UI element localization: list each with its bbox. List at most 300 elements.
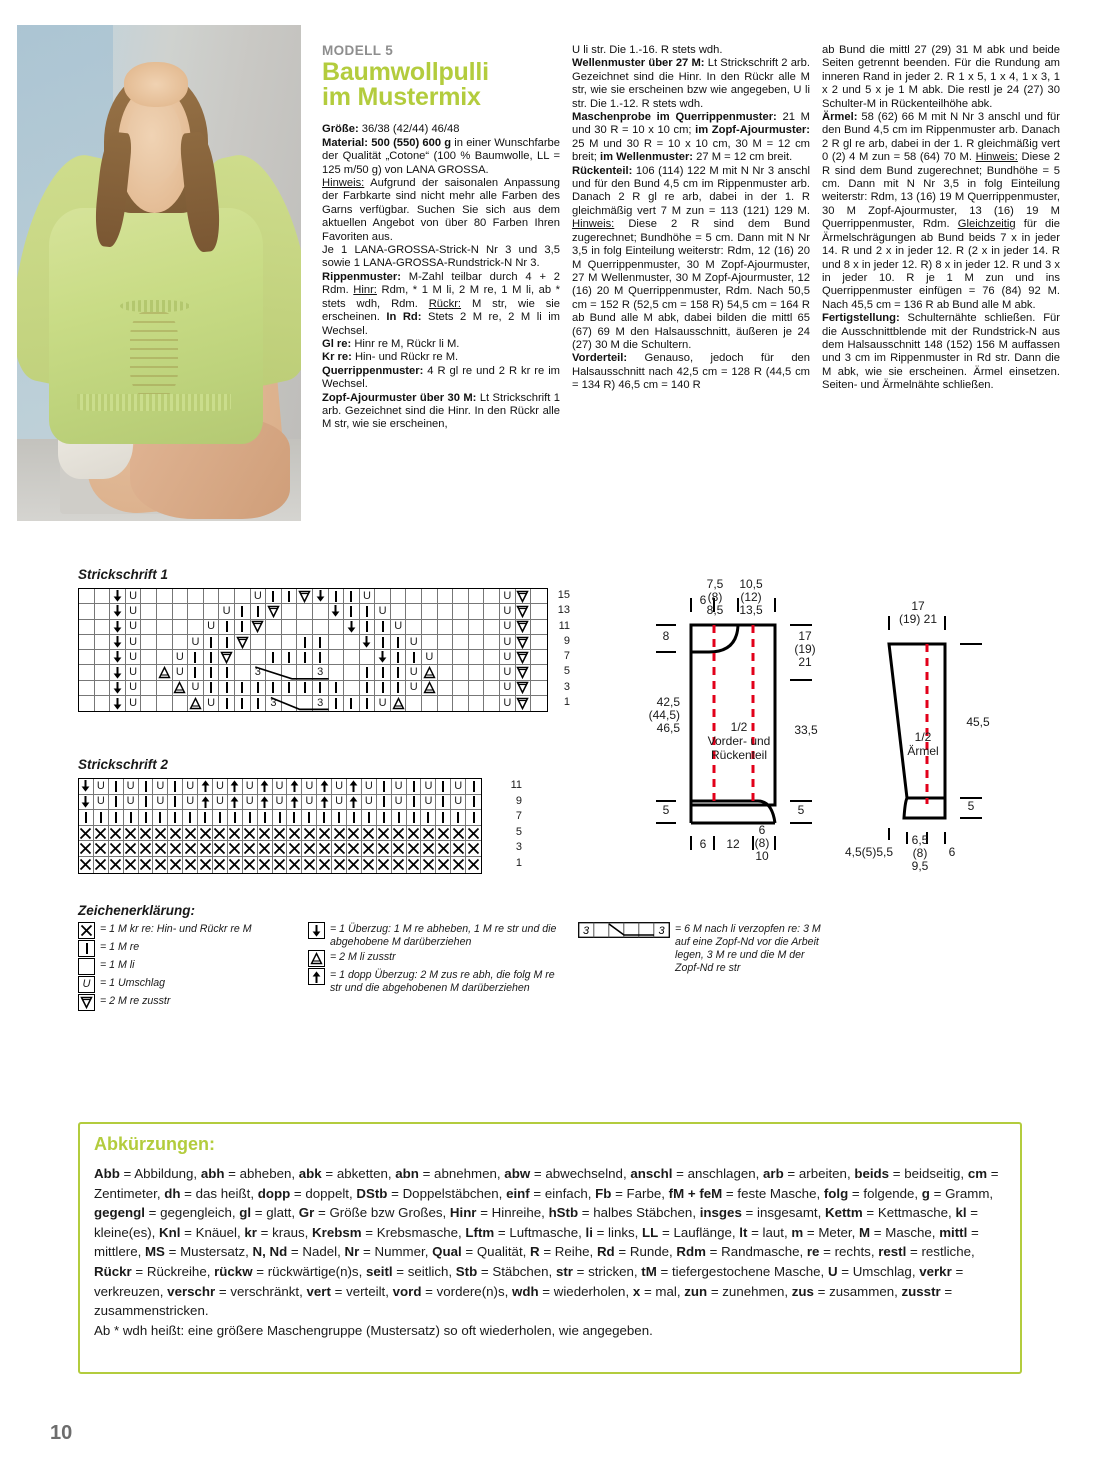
knit-stitch-icon	[411, 795, 417, 808]
chart-cell	[362, 810, 377, 826]
chart-cell	[94, 857, 109, 873]
sleeve-bot-right: 6	[948, 845, 956, 859]
knit-stitch-icon	[208, 636, 214, 649]
chart-cell	[94, 826, 109, 842]
chart-cell	[141, 650, 157, 665]
yarn-over-icon: U	[129, 650, 138, 663]
paragraph: Material: 500 (550) 600 g in einer Wunschfarbe der Qualität „Cotone“ (100 % Baumwolle, LL = 125 m/50 g) von LANA GROSSA.	[322, 136, 560, 176]
yarn-over-icon: U	[364, 779, 373, 792]
chart-cell	[139, 795, 154, 811]
chart-cell	[531, 620, 547, 635]
chart-row-number: 3	[515, 841, 522, 854]
chart-cell	[484, 650, 500, 665]
chart-cell	[79, 841, 94, 857]
yarn-over-icon: U	[96, 795, 105, 808]
chart-cell	[183, 841, 198, 857]
legend-symbol	[78, 940, 95, 957]
knit-twisted-icon	[124, 827, 137, 840]
chart-cell	[258, 795, 273, 811]
legend-row	[78, 940, 293, 957]
knit-stitch-icon	[380, 681, 386, 694]
knit-stitch-icon	[262, 811, 268, 824]
title-line-1: Baumwollpulli	[322, 58, 489, 87]
chart-cell	[173, 635, 189, 650]
legend-symbol	[308, 968, 325, 985]
knit-twisted-icon	[303, 842, 316, 855]
knit-twisted-icon	[258, 842, 271, 855]
yarn-over-icon: U	[503, 635, 512, 648]
knit-twisted-icon	[318, 858, 331, 871]
chart-cell	[141, 620, 157, 635]
chart-cell	[375, 604, 391, 619]
legend-row	[308, 968, 558, 995]
chart-cell	[251, 635, 267, 650]
knit-stitch-icon	[364, 620, 370, 633]
chart-cell	[266, 665, 282, 680]
yarn-over-icon: U	[129, 666, 138, 679]
chart-cell	[516, 665, 532, 680]
slip-pass-over-icon	[315, 589, 326, 603]
paragraph: Kr re: Hin- und Rückr re M.	[322, 351, 459, 364]
chart-cell	[109, 810, 124, 826]
chart-cell	[451, 810, 466, 826]
legend-text: = 1 M re	[100, 941, 140, 953]
chart-cell	[422, 635, 438, 650]
chart-cell	[168, 795, 183, 811]
chart-cell	[213, 841, 228, 857]
chart-cell	[243, 826, 258, 842]
knit-stitch-icon	[364, 605, 370, 618]
paragraph: Vorderteil: Genauso, jedoch für den Halsausschnitt nach 42,5 cm = 128 R (44,5 cm = 134 R) 46,5 cm = 140 R	[572, 352, 810, 392]
chart-cell	[219, 589, 235, 604]
knit-stitch-icon	[380, 620, 386, 633]
slip-pass-over-icon	[361, 635, 372, 649]
sleeve-band: 5	[967, 799, 975, 813]
chart-cell	[302, 841, 317, 857]
knit-twisted-icon	[407, 842, 420, 855]
chart-cell	[273, 810, 288, 826]
chart-cell	[79, 795, 94, 811]
knit-stitch-icon	[255, 681, 261, 694]
yarn-over-icon: U	[335, 779, 344, 792]
knit-stitch-icon	[440, 795, 446, 808]
chart-cell	[297, 681, 313, 696]
schematic-sleeve	[842, 588, 1057, 888]
chart-cell	[377, 795, 392, 811]
chart-cell	[313, 635, 329, 650]
chart-cell	[204, 650, 220, 665]
body-side-length: 33,5	[794, 723, 818, 737]
yarn-over-icon: U	[425, 650, 434, 663]
sleeve-bot-c2: (8)	[912, 846, 928, 860]
chart-cell	[188, 681, 204, 696]
title-line-2: im Mustermix	[322, 83, 481, 112]
chart-cell	[126, 665, 142, 680]
chart-cell	[360, 681, 376, 696]
yarn-over-icon: U	[126, 779, 135, 792]
chart-cell	[451, 841, 466, 857]
knit-twisted-icon	[228, 842, 241, 855]
chart-cell	[407, 779, 422, 795]
chart-cell	[235, 620, 251, 635]
chart-cell	[287, 779, 302, 795]
knit-twisted-icon	[199, 842, 212, 855]
chart-cell	[421, 810, 436, 826]
chart-cell	[235, 604, 251, 619]
knit-stitch-icon	[302, 681, 308, 694]
chart-cell	[258, 826, 273, 842]
chart-cell	[302, 857, 317, 873]
legend-text: = 2 M re zusstr	[100, 995, 171, 1007]
body-top-b1: 10,5	[739, 577, 763, 591]
knit-stitch-icon	[364, 681, 370, 694]
yarn-over-icon: U	[207, 620, 216, 633]
chart-cell	[375, 650, 391, 665]
knit-twisted-icon	[347, 827, 360, 840]
chart-cell	[126, 650, 142, 665]
knit-stitch-icon	[208, 666, 214, 679]
yarn-over-icon: U	[305, 779, 314, 792]
chart-cell	[392, 857, 407, 873]
knit-twisted-icon	[109, 842, 122, 855]
chart-cell	[282, 650, 298, 665]
yarn-over-icon: U	[394, 620, 403, 633]
knit-twisted-icon	[422, 827, 435, 840]
chart-cell	[391, 665, 407, 680]
knit-stitch-icon	[411, 780, 417, 793]
chart-cell	[141, 665, 157, 680]
chart-cell	[157, 620, 173, 635]
chart-cell	[362, 826, 377, 842]
body-band-left: 5	[662, 803, 670, 817]
knit-twisted-icon	[437, 827, 450, 840]
chart-cell	[79, 635, 95, 650]
slip-pass-over-icon	[80, 779, 91, 793]
knit-twisted-icon	[273, 827, 286, 840]
yarn-over-icon: U	[245, 795, 254, 808]
chart-cell	[266, 604, 282, 619]
chart-cell	[243, 779, 258, 795]
knit-stitch-icon	[224, 697, 230, 710]
knit-twisted-icon	[407, 858, 420, 871]
chart-cell	[469, 604, 485, 619]
slip-pass-over-icon	[80, 795, 91, 809]
knit-stitch-icon	[381, 795, 387, 808]
chart-cell	[436, 810, 451, 826]
chart-cell	[391, 620, 407, 635]
knit-stitch-icon	[247, 811, 253, 824]
abbreviations-body: Abb = Abbildung, abh = abheben, abk = abketten, abn = abnehmen, abw = abwechselnd, anschl = anschlagen, arb = arbeiten, beids = beidseitig, cm = Zentimeter, dh = das heißt, dopp = doppelt, DStb = Doppelstäbchen, einf = einfach, Fb = Farbe, fM + feM = feste Masche, folg = folgende, g = Gramm, gegengl = gegengleich, gl = glatt, Gr = Größe bzw Großes, Hinr = Hinreihe, hStb = halbes Stäbchen, insges = insgesamt, Kettm = Kettmasche, kl = kleine(es), Knl = Knäuel, kr = kraus, Krebsm = Krebsmasche, Lftm = Luftmasche, li = links, LL = Lauflänge, lt = laut, m = Meter, M = Masche, mittl = mittlere, MS = Mustersatz, N, Nd = Nadel, Nr = Nummer, Qual = Qualität, R = Reihe, Rd = Runde, Rdm = Randmasche, re = rechts, restl = restliche, Rückr = Rückreihe, rückw = rückwärtige(n)s, seitl = seitlich, Stb = Stäbchen, str = stricken, tM = tiefergestochene Masche, U = Umschlag, verkr = verkreuzen, verschr = verschränkt, vert = verteilt, vord = vordere(n)s, wdh = wiederholen, x = mal, zun = zunehmen, zus = zusammen, zusstr = zusammenstricken. Ab * wdh heißt: eine größere Maschengruppe (Mustersatz) so oft wiederholen, wie angegeben.	[94, 1166, 999, 1338]
knit-stitch-icon	[239, 605, 245, 618]
chart-cell	[453, 681, 469, 696]
chart-cell	[453, 650, 469, 665]
chart-cell	[451, 857, 466, 873]
chart-cell	[453, 696, 469, 711]
chart-cell	[375, 589, 391, 604]
knit-twisted-icon	[94, 842, 107, 855]
double-decrease-icon	[311, 970, 322, 984]
chart-cell	[329, 681, 345, 696]
chart-cell	[466, 826, 481, 842]
chart-cell	[516, 589, 532, 604]
chart-cell	[317, 841, 332, 857]
slip-pass-over-icon	[112, 681, 123, 695]
chart-cell	[282, 635, 298, 650]
legend-column-right	[578, 922, 828, 976]
chart-cell	[438, 604, 454, 619]
chart-cell	[375, 696, 391, 711]
chart-cell	[344, 604, 360, 619]
chart-cell	[375, 635, 391, 650]
yarn-over-icon: U	[335, 795, 344, 808]
chart-cell	[266, 650, 282, 665]
chart-cell	[516, 635, 532, 650]
chart-cell	[406, 650, 422, 665]
chart-cell	[228, 810, 243, 826]
chart-cell	[406, 589, 422, 604]
chart-cell	[317, 795, 332, 811]
chart-cell	[406, 635, 422, 650]
knit-twisted-icon	[184, 842, 197, 855]
chart-cell	[332, 841, 347, 857]
chart-cell	[347, 841, 362, 857]
chart-cell	[466, 779, 481, 795]
knit-twisted-icon	[362, 858, 375, 871]
chart-cell	[109, 779, 124, 795]
yarn-over-icon: U	[186, 779, 195, 792]
chart-cell	[228, 841, 243, 857]
chart-cell	[407, 841, 422, 857]
chart-cell	[282, 589, 298, 604]
chart-cell	[109, 795, 124, 811]
chart-cell	[188, 696, 204, 711]
legend-symbol	[78, 976, 95, 993]
yarn-over-icon: U	[82, 978, 91, 990]
chart-cell	[183, 779, 198, 795]
cable-number-icon: 3	[270, 697, 277, 710]
chart-cell	[219, 604, 235, 619]
chart-cell	[500, 635, 516, 650]
legend-column-left	[78, 922, 293, 1012]
chart-cell	[266, 620, 282, 635]
knit-stitch-icon	[270, 590, 276, 603]
legend-text: = 2 M li zusstr	[330, 951, 396, 963]
knit-stitch-icon	[84, 942, 90, 955]
chart-cell	[392, 826, 407, 842]
legend-row	[78, 922, 293, 939]
chart-cell	[391, 604, 407, 619]
chart-cell	[258, 810, 273, 826]
chart-cell	[421, 841, 436, 857]
knit-twisted-icon	[109, 858, 122, 871]
paragraph: Größe: 36/38 (42/44) 46/48	[322, 123, 460, 136]
chart-cell	[344, 681, 360, 696]
yarn-over-icon: U	[175, 650, 184, 663]
chart-cell	[157, 650, 173, 665]
knit-twisted-icon	[467, 842, 480, 855]
chart-cell	[219, 635, 235, 650]
knit-stitch-icon	[395, 651, 401, 664]
chart-cell	[168, 810, 183, 826]
knit-twisted-icon	[333, 827, 346, 840]
knit-stitch-icon	[333, 681, 339, 694]
chart-cell	[375, 681, 391, 696]
knit-twisted-icon	[362, 827, 375, 840]
chart-cell	[95, 681, 111, 696]
body-neck-depth: 8	[662, 629, 670, 643]
knit-stitch-icon	[380, 636, 386, 649]
chart-cell	[213, 857, 228, 873]
chart-cell	[219, 620, 235, 635]
chart-cell	[168, 841, 183, 857]
chart-cell	[297, 620, 313, 635]
yarn-over-icon: U	[363, 589, 371, 602]
chart-cell	[313, 681, 329, 696]
chart-cell	[453, 620, 469, 635]
chart-cell	[273, 779, 288, 795]
knit-twisted-icon	[303, 827, 316, 840]
chart-cell	[198, 826, 213, 842]
chart-cell	[243, 841, 258, 857]
knit-twisted-icon	[362, 842, 375, 855]
legend-symbol	[78, 958, 95, 975]
chart-cell	[243, 857, 258, 873]
knit2tog-icon	[516, 590, 529, 603]
chart-cell	[375, 620, 391, 635]
chart-cell	[297, 589, 313, 604]
text-column-2	[572, 44, 810, 393]
knit-stitch-icon	[286, 681, 292, 694]
paragraph: ab Bund die mittl 27 (29) 31 M abk und beide Seiten getrennt beenden. Für die Rundung am inneren Rand in jeder 2. R 1 x 5, 1 x 4, 1 x 3, 1 x 2 und 5 x je 1 M abk. Die restl je 24 (27) 30 Schulter-M in Rückenteilhöhe abk.	[822, 44, 1060, 110]
slip-pass-over-icon	[377, 650, 388, 664]
knit-stitch-icon	[113, 780, 119, 793]
knit-twisted-icon	[377, 842, 390, 855]
knit-stitch-icon	[471, 780, 477, 793]
chart-cell	[183, 795, 198, 811]
yarn-over-icon: U	[378, 604, 387, 617]
body-bot-6: 6	[699, 837, 707, 851]
chart-cell	[516, 681, 532, 696]
chart-cell	[219, 650, 235, 665]
chart-cell	[531, 589, 547, 604]
chart-cell	[329, 696, 345, 711]
knit-stitch-icon	[143, 780, 149, 793]
chart-cell	[451, 795, 466, 811]
chart-cell	[110, 589, 126, 604]
chart-cell	[531, 665, 547, 680]
chart-cell	[484, 681, 500, 696]
knit-stitch-icon	[336, 811, 342, 824]
chart-cell	[287, 810, 302, 826]
chart-cell	[168, 826, 183, 842]
chart-cell	[317, 826, 332, 842]
chart-cell	[360, 620, 376, 635]
chart-cell	[139, 779, 154, 795]
chart-cell	[79, 696, 95, 711]
yarn-over-icon: U	[129, 635, 138, 648]
chart-cell	[124, 810, 139, 826]
chart-cell	[438, 696, 454, 711]
chart-cell	[173, 681, 189, 696]
legend-row	[308, 922, 558, 949]
chart-cell	[469, 635, 485, 650]
chart-cell	[313, 604, 329, 619]
chart-cell	[79, 665, 95, 680]
chart-cell	[139, 826, 154, 842]
chart-cell	[235, 650, 251, 665]
knit-twisted-icon	[184, 827, 197, 840]
knit-twisted-icon	[333, 858, 346, 871]
chart-cell	[500, 665, 516, 680]
chart-cell	[422, 696, 438, 711]
body-top-b	[734, 578, 768, 617]
knit-stitch-icon	[455, 811, 461, 824]
knit-twisted-icon	[80, 924, 93, 937]
knit-stitch-icon	[425, 811, 431, 824]
chart-cell	[124, 795, 139, 811]
knit-stitch-icon	[302, 651, 308, 664]
chart-cell	[168, 779, 183, 795]
chart-cell	[157, 604, 173, 619]
knit-stitch-icon	[306, 811, 312, 824]
chart-cell	[243, 810, 258, 826]
knit-stitch-icon	[317, 681, 323, 694]
knit-stitch-icon	[128, 811, 134, 824]
svg-text:3: 3	[582, 925, 590, 937]
chart-cell	[313, 696, 329, 711]
chart-cell	[406, 620, 422, 635]
chart-cell	[531, 635, 547, 650]
knit-twisted-icon	[243, 842, 256, 855]
knit-twisted-icon	[139, 827, 152, 840]
chart-row-number: 1	[563, 696, 570, 709]
chart-cell	[516, 620, 532, 635]
chart-cell	[273, 857, 288, 873]
knit-twisted-icon	[184, 858, 197, 871]
purl2tog-icon	[423, 681, 436, 694]
body-bot-c	[744, 824, 780, 863]
knit-twisted-icon	[169, 827, 182, 840]
chart-cell	[235, 665, 251, 680]
chart-cell	[421, 779, 436, 795]
chart-cell	[313, 665, 329, 680]
yarn-over-icon: U	[305, 795, 314, 808]
knit-twisted-icon	[169, 858, 182, 871]
chart-cell	[79, 857, 94, 873]
page-number: 10	[50, 1422, 73, 1444]
chart-cell	[173, 589, 189, 604]
chart-cell	[436, 826, 451, 842]
chart-cell	[204, 604, 220, 619]
knit-stitch-icon	[440, 780, 446, 793]
chart-cell	[407, 810, 422, 826]
chart-cell	[500, 696, 516, 711]
chart-cell	[438, 650, 454, 665]
chart-cell	[362, 795, 377, 811]
chart-cell	[168, 857, 183, 873]
slip-pass-over-icon	[112, 604, 123, 618]
chart-cell	[329, 650, 345, 665]
knit-stitch-icon	[277, 811, 283, 824]
chart-cell	[484, 620, 500, 635]
double-decrease-icon	[319, 795, 330, 809]
chart-cell	[375, 665, 391, 680]
chart-row-number: 9	[515, 794, 522, 807]
knit2tog-icon	[298, 590, 311, 603]
double-decrease-icon	[289, 779, 300, 793]
yarn-over-icon: U	[503, 697, 512, 710]
sleeve-bot-c1: 6,5	[911, 833, 929, 847]
